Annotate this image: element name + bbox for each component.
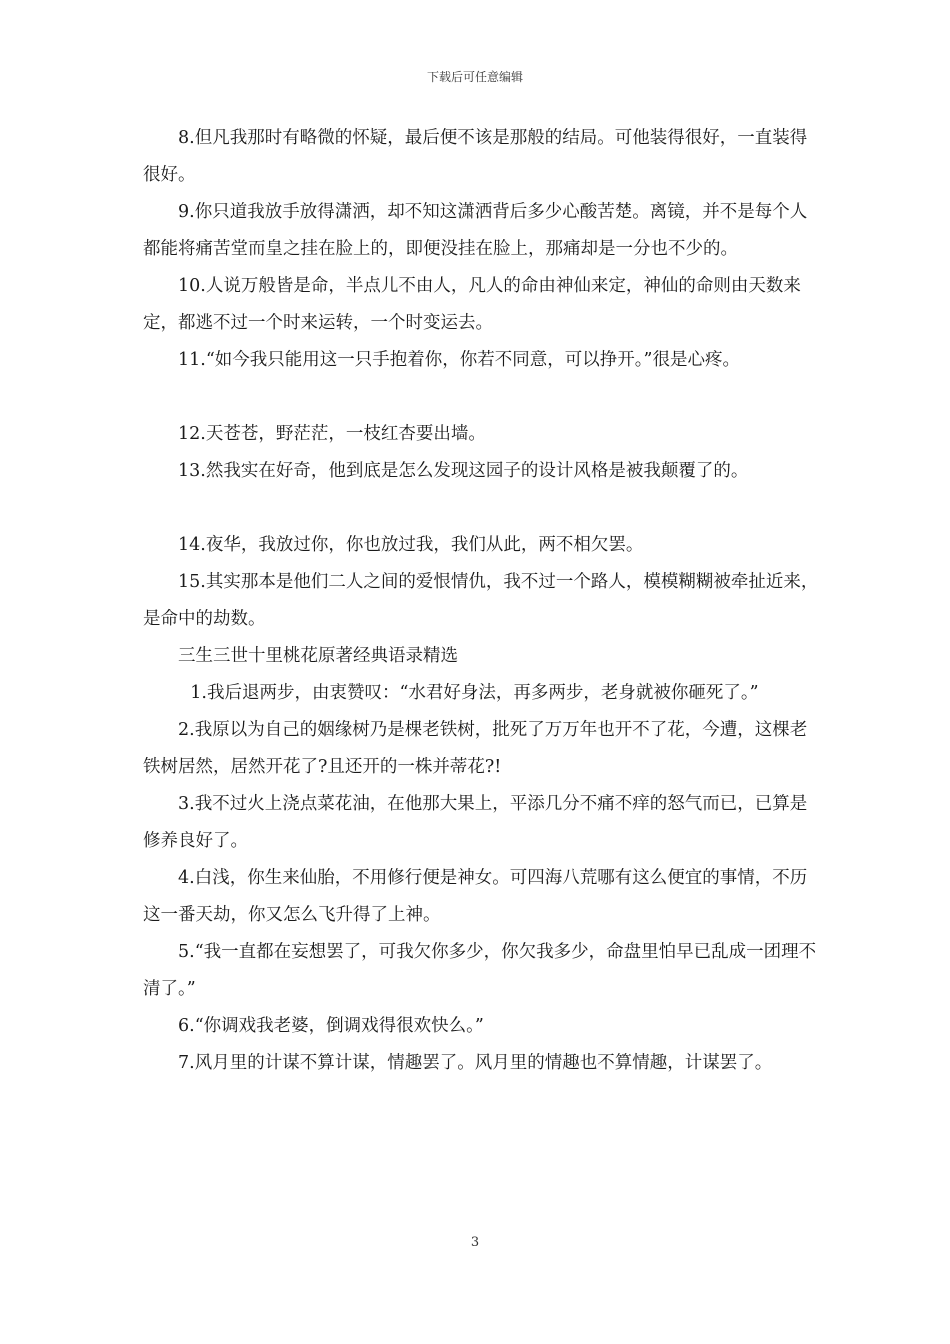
- quote-paragraph: 5.“我一直都在妄想罢了，可我欠你多少，你欠我多少，命盘里怕早已乱成一团理不清了。”: [143, 942, 817, 999]
- quote-paragraph: 11.“如今我只能用这一只手抱着你，你若不同意，可以挣开。”很是心疼。: [178, 350, 740, 370]
- page-header: 下载后可任意编辑: [426, 70, 523, 84]
- quote-paragraph: 15.其实那本是他们二人之间的爱恨情仇，我不过一个路人，模模糊糊被牵扯近来，是命中的劫数。: [143, 572, 819, 629]
- document-body: [143, 120, 823, 1082]
- quote-paragraph: 13.然我实在好奇，他到底是怎么发现这园子的设计风格是被我颠覆了的。: [178, 461, 749, 481]
- quote-paragraph: 12.天苍苍，野茫茫，一枝红杏要出墙。: [178, 424, 486, 444]
- quote-paragraph: 3.我不过火上浇点菜花油，在他那大果上，平添几分不痛不痒的怒气而已，已算是修养良好了。: [143, 794, 808, 851]
- page-number: 3: [470, 1235, 480, 1250]
- quote-paragraph: 1.我后退两步，由衷赞叹：“水君好身法，再多两步，老身就被你砸死了。”: [190, 683, 759, 703]
- quote-paragraph: 2.我原以为自己的姻缘树乃是棵老铁树，批死了万万年也开不了花，今遭，这棵老铁树居然，居然开花了?且还开的一株并蒂花?!: [143, 720, 808, 777]
- quote-paragraph: 4.白浅，你生来仙胎，不用修行便是神女。可四海八荒哪有这么便宜的事情，不历这一番天劫，你又怎么飞升得了上神。: [143, 868, 808, 925]
- quote-paragraph: 7.风月里的计谋不算计谋，情趣罢了。风月里的情趣也不算情趣，计谋罢了。: [178, 1053, 773, 1073]
- quote-paragraph: 14.夜华，我放过你，你也放过我，我们从此，两不相欠罢。: [178, 535, 644, 555]
- quote-paragraph: 9.你只道我放手放得潇洒，却不知这潇洒背后多少心酸苦楚。离镜，并不是每个人都能将痛苦堂而皇之挂在脸上的，即便没挂在脸上，那痛却是一分也不少的。: [143, 202, 808, 259]
- section-heading: 三生三世十里桃花原著经典语录精选: [178, 646, 458, 666]
- quote-paragraph: 6.“你调戏我老婆，倒调戏得很欢快么。”: [178, 1016, 484, 1036]
- quote-paragraph: 8.但凡我那时有略微的怀疑，最后便不该是那般的结局。可他装得很好，一直装得很好。: [143, 128, 808, 185]
- quote-paragraph: 10.人说万般皆是命，半点儿不由人，凡人的命由神仙来定，神仙的命则由天数来定，都逃不过一个时来运转，一个时变运去。: [143, 276, 801, 333]
